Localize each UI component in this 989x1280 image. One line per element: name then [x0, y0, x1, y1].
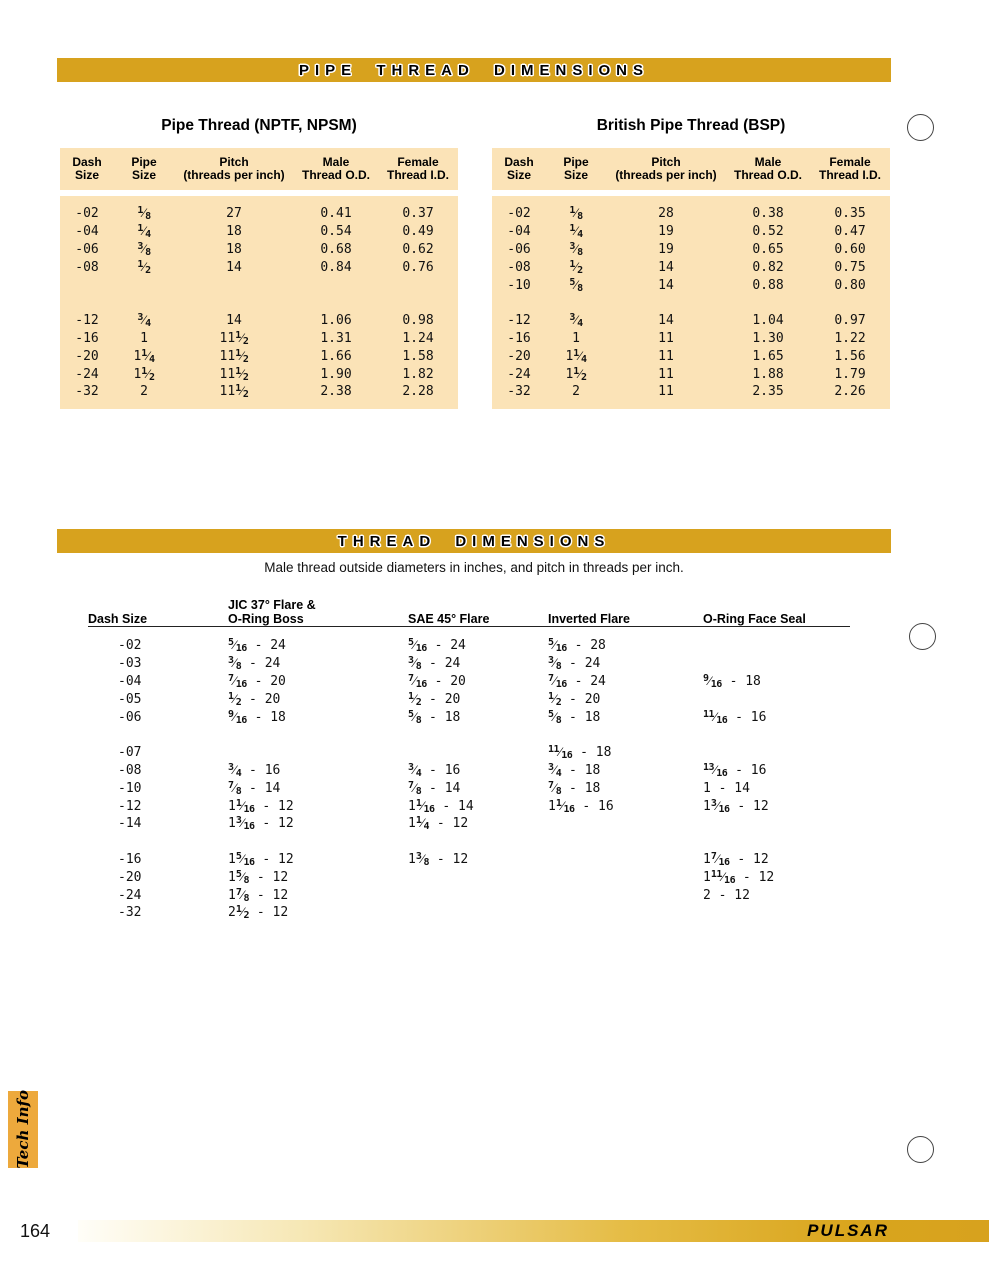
- table-row: [88, 797, 850, 815]
- table-cell: $^7⁄_{16} - 20$: [228, 672, 286, 690]
- table-cell: 0.54: [320, 224, 352, 240]
- column-header: JIC 37° Flare & O-Ring Boss: [228, 598, 316, 626]
- table-row: [88, 833, 850, 851]
- table-cell: -32: [75, 384, 99, 400]
- table-cell: -12: [118, 798, 142, 814]
- column-header: Inverted Flare: [548, 612, 630, 626]
- table-row: [492, 312, 890, 330]
- table-cell: -20: [75, 348, 99, 364]
- table-row: [60, 330, 458, 348]
- table-cell: 1.04: [752, 313, 784, 329]
- table-cell: $^1⁄_2 - 20$: [228, 690, 281, 708]
- table-cell: $1^7⁄_8 - 12$: [228, 886, 289, 904]
- table-cell: 28: [658, 206, 674, 222]
- table-cell: 14: [658, 259, 674, 275]
- table-cell: $^3⁄_8$: [569, 240, 583, 258]
- table-cell: -03: [118, 656, 142, 672]
- table-cell: 1.31: [320, 330, 352, 346]
- table-cell: 2: [572, 384, 580, 400]
- table-row: [88, 726, 850, 744]
- table-cell: 1.79: [834, 366, 866, 382]
- column-header: Dash Size: [72, 155, 102, 182]
- table-cell: 1.58: [402, 348, 434, 364]
- table-cell: 14: [658, 313, 674, 329]
- table-cell: 1.24: [402, 330, 434, 346]
- table-cell: $^{13}⁄_{16} - 16$: [703, 761, 767, 779]
- table-row: [88, 815, 850, 833]
- table-cell: 11: [658, 384, 674, 400]
- table-cell: 19: [658, 241, 674, 257]
- table-cell: $^3⁄_4 - 16$: [408, 761, 461, 779]
- table-cell: -04: [75, 224, 99, 240]
- nptf-table-title: Pipe Thread (NPTF, NPSM): [161, 117, 357, 134]
- table-cell: 14: [226, 313, 242, 329]
- thread-table-subtitle: Male thread outside diameters in inches, and pitch in threads per inch.: [264, 560, 684, 575]
- registration-circle: [909, 623, 936, 650]
- table-cell: -08: [75, 259, 99, 275]
- table-cell: -06: [75, 241, 99, 257]
- table-cell: 11: [658, 366, 674, 382]
- table-cell: -32: [118, 905, 142, 921]
- table-row: [60, 276, 458, 294]
- table-cell: $^1⁄_8$: [137, 205, 151, 223]
- table-cell: 0.68: [320, 241, 352, 257]
- table-cell: $^3⁄_4$: [569, 312, 583, 330]
- table-cell: 14: [226, 259, 242, 275]
- table-cell: -04: [118, 673, 142, 689]
- table-header-row: [60, 148, 458, 190]
- table-body: [492, 196, 890, 409]
- table-cell: $1^{11}⁄_{16} - 12$: [703, 868, 775, 886]
- table-cell: $11^1⁄_2$: [219, 365, 249, 383]
- table-cell: 0.76: [402, 259, 434, 275]
- table-row: [60, 223, 458, 241]
- table-cell: -02: [75, 206, 99, 222]
- table-row: [492, 241, 890, 259]
- column-header: Dash Size: [88, 612, 148, 626]
- table-row: [60, 383, 458, 401]
- table-cell: -12: [507, 313, 531, 329]
- table-cell: -05: [118, 691, 142, 707]
- table-cell: 2.26: [834, 384, 866, 400]
- table-cell: $^3⁄_4$: [137, 312, 151, 330]
- table-cell: 1: [140, 330, 148, 346]
- table-cell: 0.82: [752, 259, 784, 275]
- table-cell: -10: [507, 277, 531, 293]
- table-cell: 1: [572, 330, 580, 346]
- table-cell: -02: [118, 638, 142, 654]
- table-cell: -32: [507, 384, 531, 400]
- page-number: 164: [20, 1221, 51, 1241]
- table-cell: -12: [75, 313, 99, 329]
- table-cell: 2.38: [320, 384, 352, 400]
- table-cell: 0.98: [402, 313, 434, 329]
- table-cell: 14: [658, 277, 674, 293]
- pipe-thread-dimensions-banner: [57, 58, 891, 82]
- column-header: Pipe Size: [131, 155, 157, 182]
- table-cell: $1^5⁄_{16} - 12$: [228, 850, 294, 868]
- table-cell: 0.41: [320, 206, 352, 222]
- table-cell: -24: [118, 887, 142, 903]
- footer-bar: [78, 1220, 989, 1242]
- table-cell: $^1⁄_8$: [569, 205, 583, 223]
- table-row: [88, 673, 850, 691]
- pulsar-logo: PULSAR: [807, 1221, 889, 1240]
- table-row: [60, 205, 458, 223]
- column-header: Female Thread I.D.: [818, 155, 881, 182]
- column-header: O-Ring Face Seal: [703, 612, 806, 626]
- table-cell: -16: [118, 851, 142, 867]
- table-cell: $1^3⁄_8 - 12$: [408, 850, 469, 868]
- table-cell: 1.65: [752, 348, 784, 364]
- table-row: [60, 241, 458, 259]
- column-header: SAE 45° Flare: [408, 612, 490, 626]
- table-cell: -06: [118, 709, 142, 725]
- table-cell: $1^1⁄_{16} - 14$: [408, 797, 474, 815]
- tech-info-tab: [8, 1091, 38, 1168]
- table-cell: 0.88: [752, 277, 784, 293]
- registration-circle: [907, 1136, 934, 1163]
- table-cell: 2.28: [402, 384, 434, 400]
- table-row: [88, 886, 850, 904]
- table-row: [60, 258, 458, 276]
- table-cell: 0.49: [402, 224, 434, 240]
- table-cell: 1.88: [752, 366, 784, 382]
- banner-title: THREAD DIMENSIONS: [337, 532, 611, 550]
- bsp-pipe-thread-table: [492, 148, 890, 409]
- nptf-pipe-thread-table: [60, 148, 458, 409]
- table-cell: $^5⁄_{16} - 24$: [228, 637, 286, 655]
- table-row: [88, 655, 850, 673]
- table-cell: -02: [507, 206, 531, 222]
- table-header-row: [88, 586, 850, 627]
- table-cell: -20: [507, 348, 531, 364]
- thread-dimensions-banner: [57, 529, 891, 553]
- table-row: [60, 312, 458, 330]
- table-cell: $^7⁄_{16} - 24$: [548, 672, 606, 690]
- table-cell: $^9⁄_{16} - 18$: [228, 708, 286, 726]
- registration-circle: [907, 114, 934, 141]
- table-cell: -14: [118, 816, 142, 832]
- table-cell: $^5⁄_8$: [569, 276, 583, 294]
- table-cell: $^3⁄_4 - 18$: [548, 761, 601, 779]
- table-cell: -16: [507, 330, 531, 346]
- table-cell: -16: [75, 330, 99, 346]
- table-cell: $^1⁄_2 - 20$: [408, 690, 461, 708]
- table-cell: 19: [658, 224, 674, 240]
- column-header: Pitch (threads per inch): [615, 155, 717, 182]
- table-cell: $^9⁄_{16} - 18$: [703, 672, 761, 690]
- table-cell: $1^1⁄_2$: [133, 365, 155, 383]
- table-row: [492, 347, 890, 365]
- table-row: [492, 365, 890, 383]
- table-cell: $^3⁄_8 - 24$: [408, 655, 461, 673]
- table-cell: $^1⁄_2$: [569, 258, 583, 276]
- table-cell: 27: [226, 206, 242, 222]
- table-cell: $^3⁄_8$: [137, 240, 151, 258]
- table-cell: -10: [118, 780, 142, 796]
- table-row: [88, 690, 850, 708]
- table-cell: $^1⁄_4$: [569, 223, 583, 241]
- column-header: Female Thread I.D.: [386, 155, 449, 182]
- table-cell: $^1⁄_2$: [137, 258, 151, 276]
- table-row: [492, 223, 890, 241]
- table-cell: 1.82: [402, 366, 434, 382]
- table-cell: -06: [507, 241, 531, 257]
- table-cell: $1^1⁄_{16} - 16$: [548, 797, 614, 815]
- table-cell: 11: [658, 348, 674, 364]
- table-cell: $1^7⁄_{16} - 12$: [703, 850, 769, 868]
- table-row: [492, 258, 890, 276]
- table-cell: -07: [118, 745, 142, 761]
- table-row: [88, 904, 850, 922]
- table-cell: $^3⁄_8 - 24$: [548, 655, 601, 673]
- table-cell: 0.80: [834, 277, 866, 293]
- table-cell: 0.75: [834, 259, 866, 275]
- table-cell: 0.65: [752, 241, 784, 257]
- table-cell: 2: [140, 384, 148, 400]
- table-cell: $^{11}⁄_{16} - 16$: [703, 708, 767, 726]
- table-cell: $1^3⁄_{16} - 12$: [228, 815, 294, 833]
- table-row: [60, 347, 458, 365]
- table-cell: 1 - 14: [703, 780, 750, 796]
- table-header-row: [492, 148, 890, 190]
- table-cell: $^3⁄_4 - 16$: [228, 761, 281, 779]
- table-cell: -04: [507, 224, 531, 240]
- table-cell: 0.60: [834, 241, 866, 257]
- table-row: [60, 294, 458, 312]
- table-cell: -24: [75, 366, 99, 382]
- tech-info-tab-label: Tech Info: [14, 1090, 32, 1169]
- table-row: [492, 383, 890, 401]
- table-row: [88, 779, 850, 797]
- table-cell: 1.56: [834, 348, 866, 364]
- column-header: Dash Size: [504, 155, 534, 182]
- column-header: Pitch (threads per inch): [183, 155, 285, 182]
- table-cell: $1^1⁄_{16} - 12$: [228, 797, 294, 815]
- banner-title: PIPE THREAD DIMENSIONS: [298, 61, 650, 79]
- table-cell: $11^1⁄_2$: [219, 383, 249, 401]
- table-cell: $^1⁄_2 - 20$: [548, 690, 601, 708]
- table-row: [492, 294, 890, 312]
- table-cell: $1^5⁄_8 - 12$: [228, 868, 289, 886]
- table-cell: 2.35: [752, 384, 784, 400]
- table-cell: $1^3⁄_{16} - 12$: [703, 797, 769, 815]
- table-row: [88, 744, 850, 762]
- table-cell: 1.22: [834, 330, 866, 346]
- table-cell: 0.84: [320, 259, 352, 275]
- table-cell: $1^1⁄_4 - 12$: [408, 815, 469, 833]
- table-body: [60, 196, 458, 409]
- table-cell: 18: [226, 241, 242, 257]
- table-cell: 11: [658, 330, 674, 346]
- table-row: [88, 708, 850, 726]
- table-cell: -08: [507, 259, 531, 275]
- table-row: [88, 851, 850, 869]
- table-cell: $^1⁄_4$: [137, 223, 151, 241]
- table-cell: -20: [118, 869, 142, 885]
- table-cell: $1^1⁄_4$: [565, 347, 587, 365]
- table-cell: 0.38: [752, 206, 784, 222]
- table-row: [88, 637, 850, 655]
- table-row: [60, 365, 458, 383]
- table-cell: $^3⁄_8 - 24$: [228, 655, 281, 673]
- table-cell: $^5⁄_8 - 18$: [548, 708, 601, 726]
- table-cell: 0.37: [402, 206, 434, 222]
- table-cell: 0.62: [402, 241, 434, 257]
- table-cell: $1^1⁄_4$: [133, 347, 155, 365]
- table-cell: $11^1⁄_2$: [219, 329, 249, 347]
- column-header: Male Thread O.D.: [733, 155, 802, 182]
- table-cell: $^{11}⁄_{16} - 18$: [548, 744, 612, 762]
- table-cell: $2^1⁄_2 - 12$: [228, 904, 289, 922]
- table-cell: 0.35: [834, 206, 866, 222]
- table-cell: $^5⁄_{16} - 24$: [408, 637, 466, 655]
- table-cell: 1.06: [320, 313, 352, 329]
- table-cell: 18: [226, 224, 242, 240]
- table-cell: $^7⁄_8 - 14$: [408, 779, 461, 797]
- table-body: [88, 627, 850, 922]
- bsp-table-title: British Pipe Thread (BSP): [596, 117, 786, 134]
- table-cell: -08: [118, 762, 142, 778]
- table-cell: 1.90: [320, 366, 352, 382]
- table-cell: $1^1⁄_2$: [565, 365, 587, 383]
- table-cell: $^7⁄_8 - 14$: [228, 779, 281, 797]
- table-row: [88, 762, 850, 780]
- column-header: Male Thread O.D.: [301, 155, 370, 182]
- table-cell: 2 - 12: [703, 887, 750, 903]
- table-row: [492, 205, 890, 223]
- thread-dimensions-table: [88, 586, 850, 922]
- table-cell: 0.97: [834, 313, 866, 329]
- table-row: [492, 330, 890, 348]
- table-cell: $^7⁄_{16} - 20$: [408, 672, 466, 690]
- table-cell: $^7⁄_8 - 18$: [548, 779, 601, 797]
- table-cell: $11^1⁄_2$: [219, 347, 249, 365]
- table-row: [88, 868, 850, 886]
- table-row: [492, 276, 890, 294]
- table-cell: 1.66: [320, 348, 352, 364]
- table-cell: -24: [507, 366, 531, 382]
- table-cell: $^5⁄_8 - 18$: [408, 708, 461, 726]
- table-cell: 1.30: [752, 330, 784, 346]
- table-cell: 0.52: [752, 224, 784, 240]
- table-cell: 0.47: [834, 224, 866, 240]
- column-header: Pipe Size: [563, 155, 589, 182]
- table-cell: $^5⁄_{16} - 28$: [548, 637, 606, 655]
